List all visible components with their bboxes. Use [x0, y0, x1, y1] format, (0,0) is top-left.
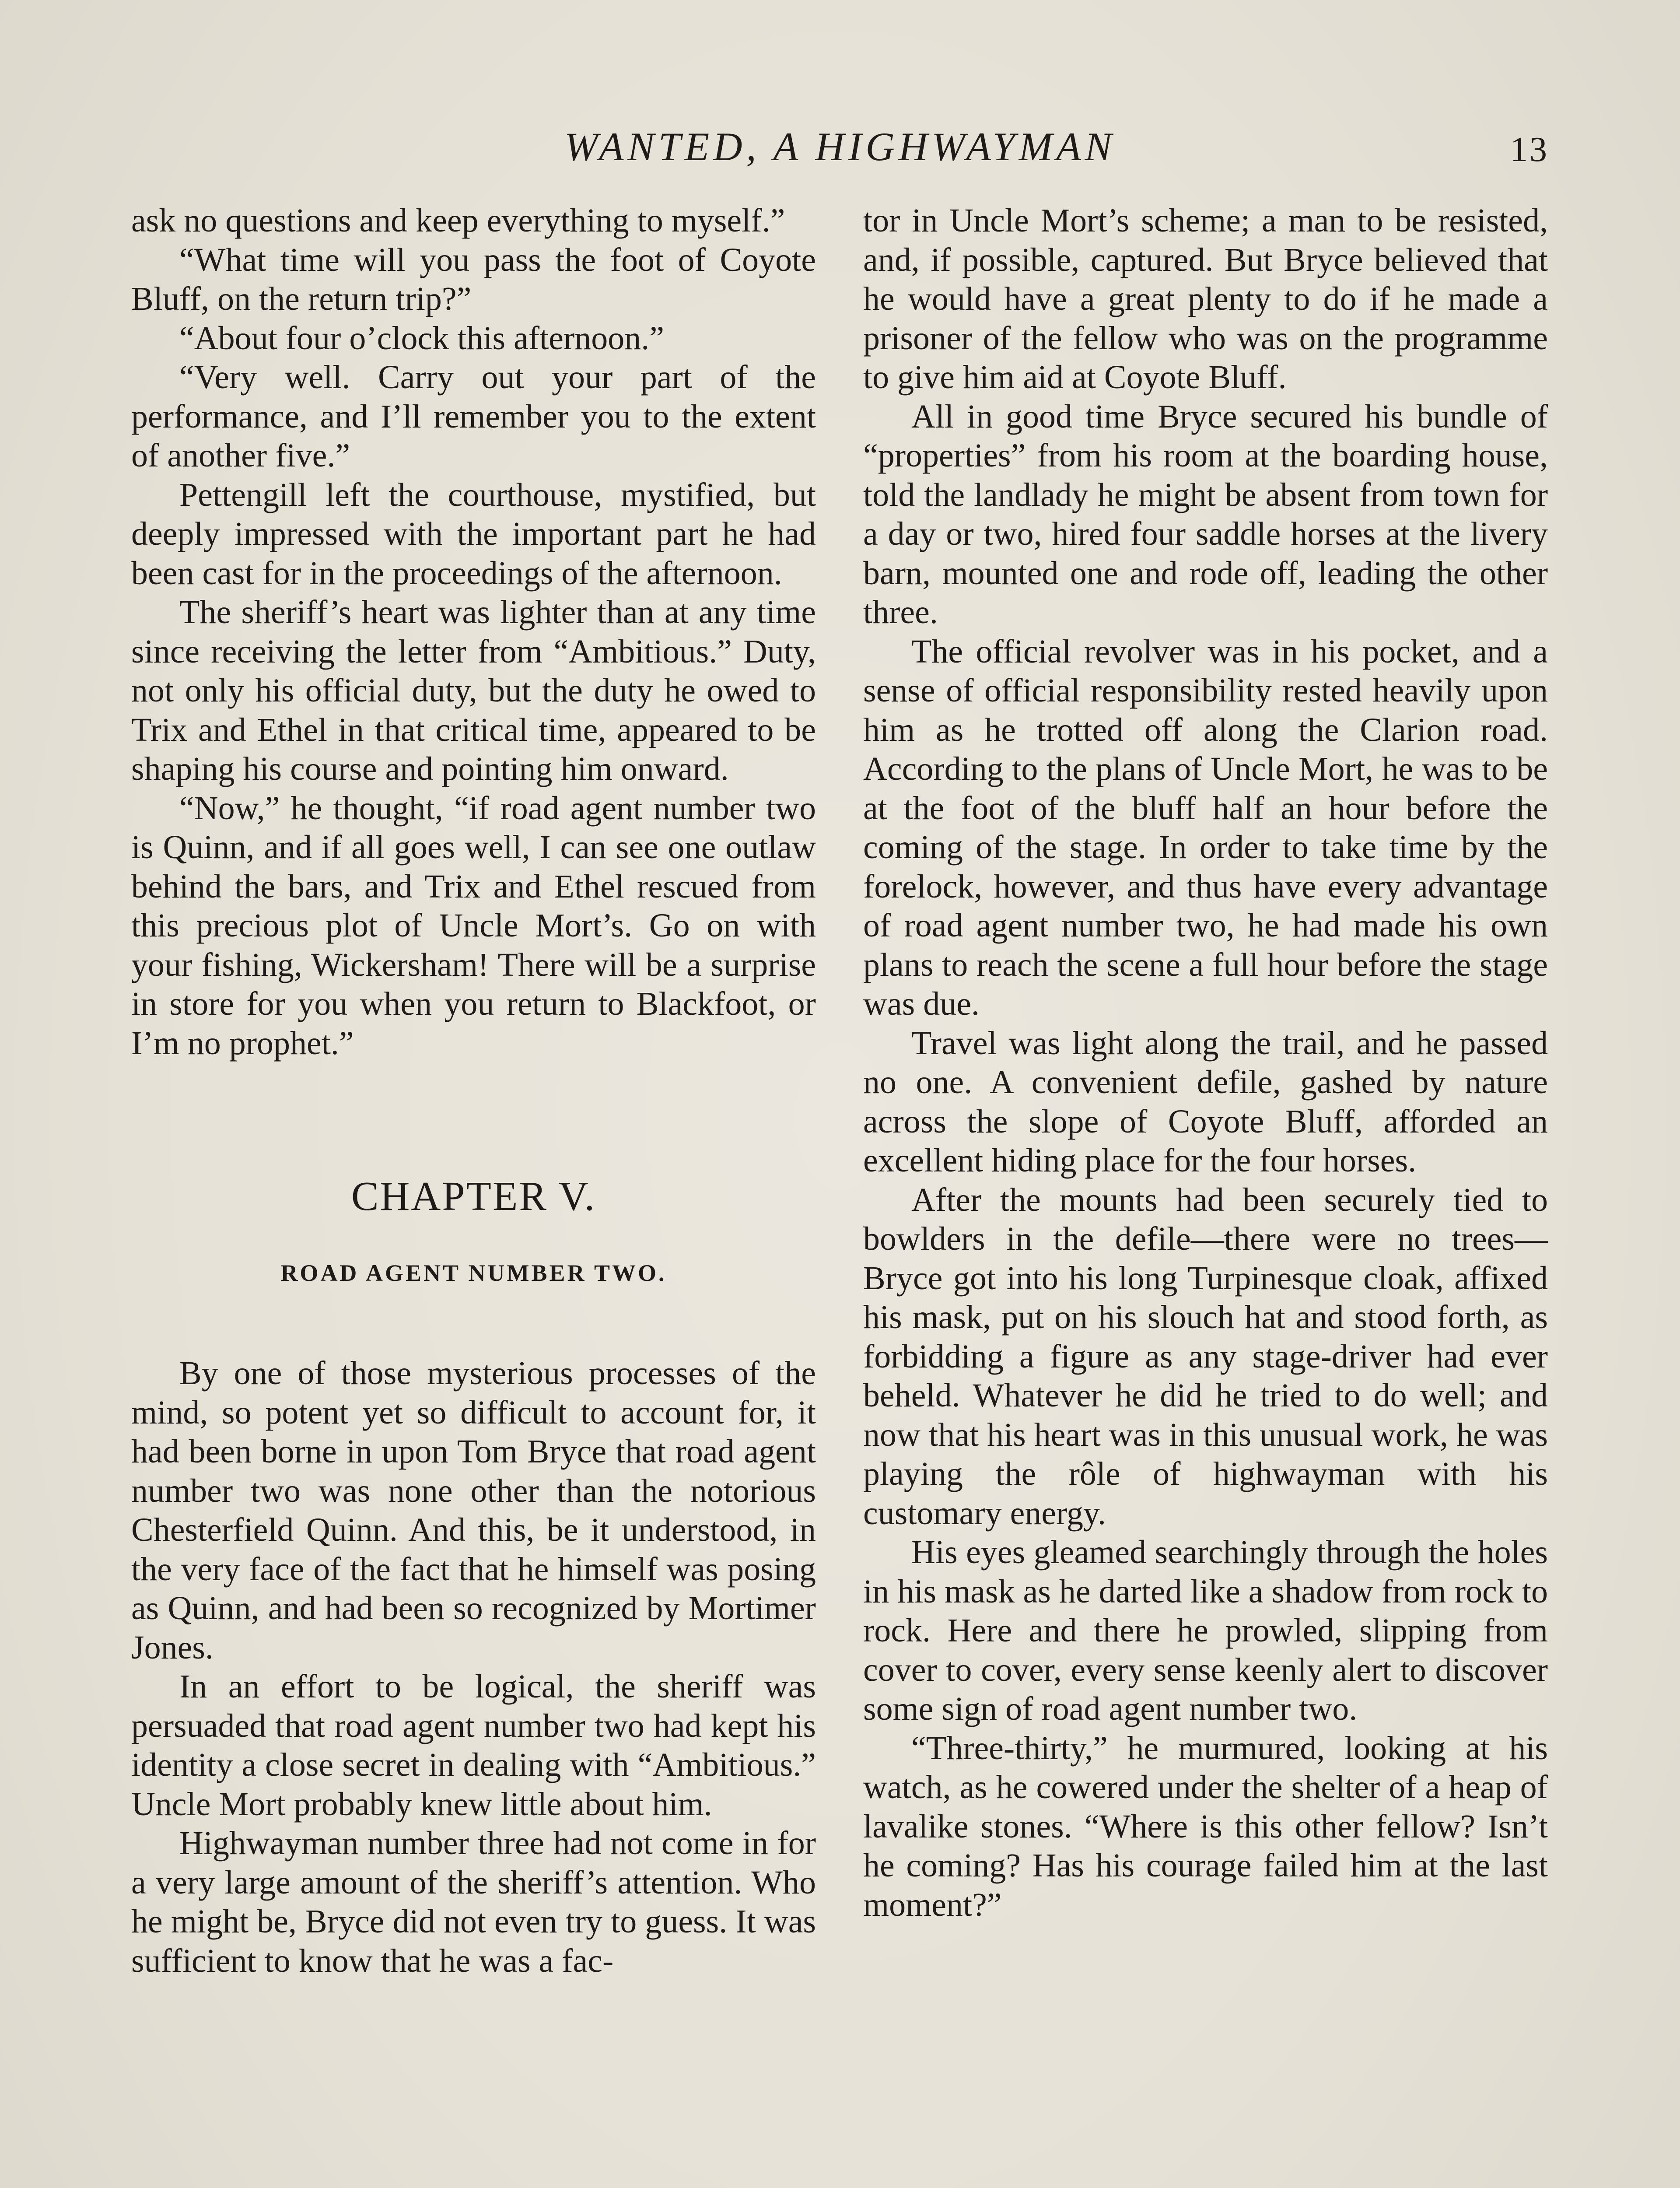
right-column — [863, 201, 1548, 1925]
paragraph: The sheriff’s heart was lighter than at any time since receiving the letter from “Ambitious.” Duty, not only his official duty, but the duty he owed to Trix and Ethel in that critical time, appeared to be shaping his course and pointing him onward. — [131, 594, 816, 787]
paragraph: Pettengill left the courthouse, mystified, but deeply impressed with the important part he had been cast for in the proceedings of the afternoon. — [131, 476, 816, 592]
paragraph: “What time will you pass the foot of Coyote Bluff, on the return trip?” — [131, 241, 816, 317]
running-head — [131, 118, 1549, 175]
paragraph: Travel was light along the trail, and he passed no one. A convenient defile, gashed by nature across the slope of Coyote Bluff, afforded an excellent hiding place for the four horses. — [863, 1024, 1548, 1179]
paragraph: After the mounts had been securely tied to bowlders in the defile—there were no trees—Bryce got into his long Turpinesque cloak, affixed his mask, put on his slouch hat and stood forth, as forbidding a figure as any stage-driver had ever beheld. Whatever he did he tried to do well; and now that his heart was in this unusual work, he was playing the rôle of highwayman with his customary energy. — [863, 1181, 1548, 1532]
page-number: 13 — [1510, 130, 1549, 169]
left-column — [131, 201, 816, 1981]
paragraph: His eyes gleamed searchingly through the holes in his mask as he darted like a shadow from rock to rock. Here and there he prowled, slipping from cover to cover, every sense keenly alert to discover some sign of road agent number two. — [863, 1534, 1548, 1727]
paragraph: In an effort to be logical, the sheriff was persuaded that road agent number two had kept his identity a close secret in dealing with “Ambitious.” Uncle Mort probably knew little about him. — [131, 1668, 816, 1823]
paragraph: “Very well. Carry out your part of the performance, and I’ll remember you to the extent of another five.” — [131, 359, 816, 474]
chapter-subtitle: ROAD AGENT NUMBER TWO. — [280, 1260, 667, 1286]
chapter-title: CHAPTER V. — [351, 1174, 596, 1219]
paragraph: “Now,” he thought, “if road agent number two is Quinn, and if all goes well, I can see one outlaw behind the bars, and Trix and Ethel rescued from this precious plot of Uncle Mort’s. Go on with your fishing, Wickersham! There will be a surprise in store for you when you return to Blackfoot, or I’m no prophet.” — [131, 789, 816, 1062]
paragraph: “About four o’clock this afternoon.” — [179, 319, 664, 357]
paragraph: ask no questions and keep everything to myself.” — [131, 202, 785, 239]
running-title: WANTED, A HIGHWAYMAN — [564, 124, 1116, 169]
paragraph: By one of those mysterious processes of the mind, so potent yet so difficult to account for, it had been borne in upon Tom Bryce that road agent number two was none other than the notorious Chesterfield Quinn. And this, be it understood, in the very face of the fact that he himself was posing as Quinn, and had been so recognized by Mortimer Jones. — [131, 1355, 816, 1666]
paragraph: The official revolver was in his pocket, and a sense of official responsibility rested heavily upon him as he trotted off along the Clarion road. According to the plans of Uncle Mort, he was to be at the foot of the bluff half an hour before the coming of the stage. In order to take time by the forelock, however, and thus have every advantage of road agent number two, he had made his own plans to reach the scene a full hour before the stage was due. — [863, 633, 1548, 1022]
paragraph: tor in Uncle Mort’s scheme; a man to be resisted, and, if possible, captured. But Bryce believed that he would have a great plenty to do if he made a prisoner of the fellow who was on the programme to give him aid at Coyote Bluff. — [863, 202, 1548, 396]
paragraph: Highwayman number three had not come in for a very large amount of the sheriff’s attention. Who he might be, Bryce did not even try to guess. It was sufficient to know that he was a fac- — [131, 1825, 816, 1979]
paragraph: “Three-thirty,” he murmured, looking at his watch, as he cowered under the shelter of a heap of lavalike stones. “Where is this other fellow? Isn’t he coming? Has his courage failed him at the last moment?” — [863, 1729, 1548, 1923]
paragraph: All in good time Bryce secured his bundle of “properties” from his room at the boarding house, told the landlady he might be absent from town for a day or two, hired four saddle horses at the livery barn, mounted one and rode off, leading the other three. — [863, 398, 1548, 631]
